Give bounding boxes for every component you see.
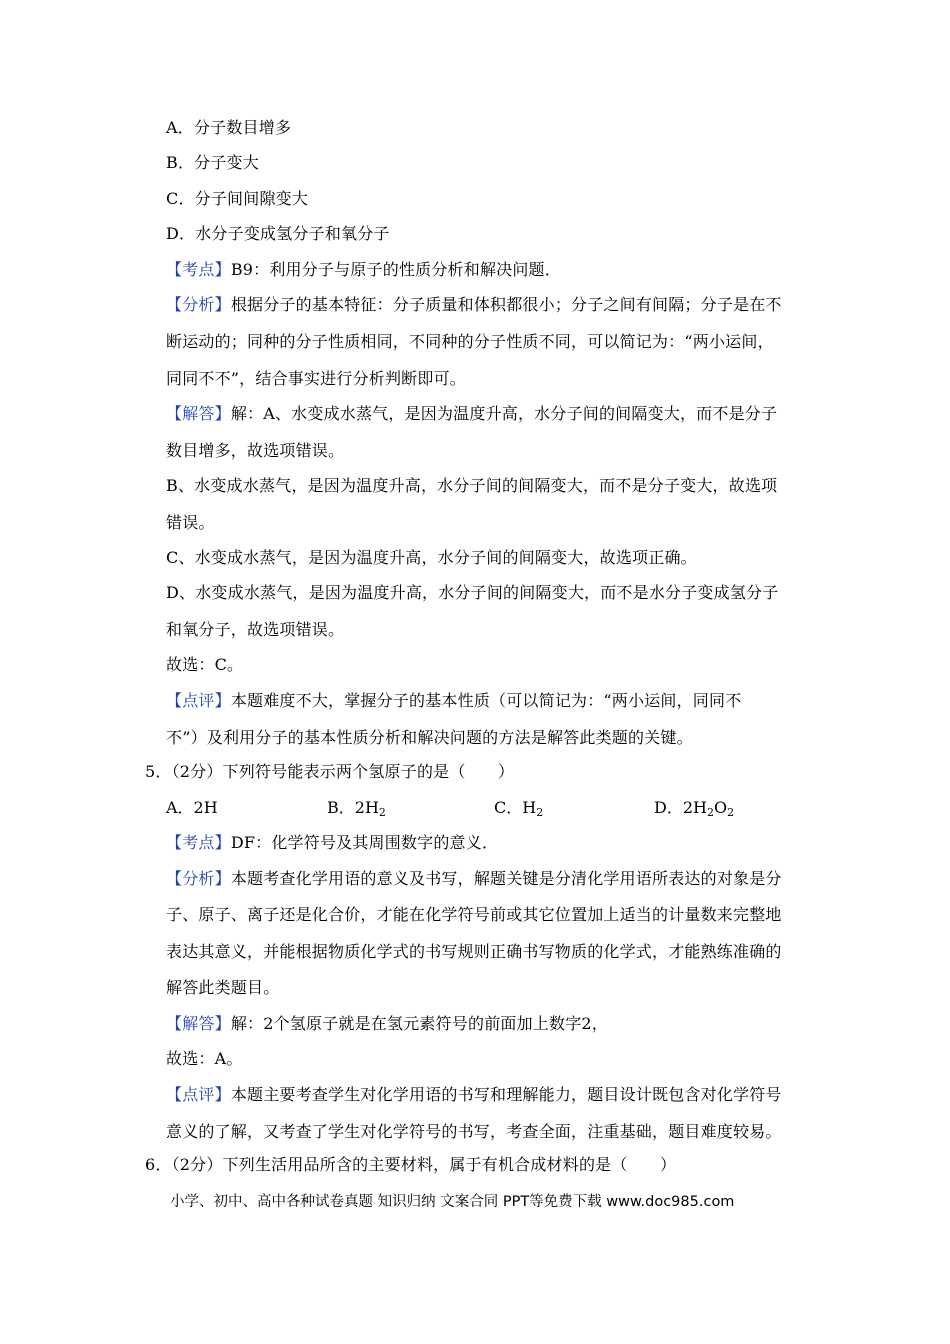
dianping-text: 本题难度不大，掌握分子的基本性质（可以简记为：“两小运间，同同不 [230, 691, 742, 710]
footer-watermark: 小学、初中、高中各种试卷真题 知识归纳 文案合同 PPT等免费下载 www.doc985.com [170, 1194, 735, 1210]
q5-fenxi-line: 解答此类题目。 [166, 978, 280, 997]
q4-option-c: C．分子间间隙变大 [166, 189, 309, 208]
q4-jieda-line: C、水变成水蒸气，是因为温度升高，水分子间的间隔变大，故选项正确。 [166, 548, 697, 567]
q5-jieda-line: 故选：A。 [166, 1049, 243, 1068]
kaodian-text: B9：利用分子与原子的性质分析和解决问题． [230, 260, 561, 279]
q4-option-d: D．水分子变成氢分子和氧分子 [166, 224, 390, 243]
q4-dianping [166, 690, 741, 712]
q4-fenxi-line: 同同不不”，结合事实进行分析判断即可。 [166, 369, 466, 388]
q5-fenxi-line: 表达其意义，并能根据物质化学式的书写规则正确书写物质的化学式，才能熟练准确的 [166, 942, 782, 961]
q4-option-a: A．分子数目增多 [166, 118, 292, 137]
q4-jieda-line: 和氧分子，故选项错误。 [166, 620, 345, 639]
q4-jieda-line: D、水变成水蒸气，是因为温度升高，水分子间的间隔变大，而不是水分子变成氢分子 [166, 583, 779, 602]
q5-fenxi [166, 868, 782, 890]
q5-option-a: A．2H [166, 798, 218, 817]
fenxi-text: 根据分子的基本特征：分子质量和体积都很小；分子之间有间隔；分子是在不 [230, 295, 782, 314]
q4-jieda-line: B、水变成水蒸气，是因为温度升高，水分子间的间隔变大，而不是分子变大，故选项 [166, 476, 778, 495]
q4-fenxi-line: 断运动的；同种的分子性质相同，不同种的分子性质不同，可以简记为：“两小运间， [166, 332, 774, 351]
jieda-text: 解：A、水变成水蒸气，是因为温度升高，水分子间的间隔变大，而不是分子 [230, 404, 778, 423]
fenxi-tag: 【分析】 [166, 869, 231, 888]
q5-kaodian [166, 832, 498, 854]
kaodian-tag: 【考点】 [166, 260, 231, 279]
q4-dianping-line: 不”）及利用分子的基本性质分析和解决问题的方法是解答此类题的关键。 [166, 728, 693, 747]
kaodian-tag: 【考点】 [166, 833, 231, 852]
q4-kaodian [166, 259, 561, 281]
q6-stem: 6．（2分）下列生活用品所含的主要材料，属于有机合成材料的是（ ） [145, 1155, 677, 1174]
q4-jieda-line: 数目增多，故选项错误。 [166, 441, 345, 460]
q4-option-b: B．分子变大 [166, 153, 259, 172]
dianping-text: 本题主要考查学生对化学用语的书写和理解能力，题目设计既包含对化学符号 [230, 1085, 782, 1104]
q4-jieda [166, 403, 777, 425]
fenxi-text: 本题考查化学用语的意义及书写，解题关键是分清化学用语所表达的对象是分 [230, 869, 782, 888]
q5-stem: 5．（2分）下列符号能表示两个氢原子的是（ ） [145, 762, 515, 781]
q4-jieda-line: 故选：C。 [166, 655, 244, 674]
q5-fenxi-line: 子、原子、离子还是化合价，才能在化学符号前或其它位置加上适当的计量数来完整地 [166, 905, 782, 924]
dianping-tag: 【点评】 [166, 691, 231, 710]
q5-dianping [166, 1084, 782, 1106]
q5-dianping-line: 意义的了解，又考查了学生对化学符号的书写，考查全面，注重基础，题目难度较易。 [166, 1122, 782, 1141]
q4-jieda-line: 错误。 [166, 513, 215, 532]
jieda-tag: 【解答】 [166, 1014, 231, 1033]
jieda-text: 解：2个氢原子就是在氢元素符号的前面加上数字2， [230, 1014, 608, 1033]
q4-fenxi [166, 294, 782, 316]
fenxi-tag: 【分析】 [166, 295, 231, 314]
jieda-tag: 【解答】 [166, 404, 231, 423]
q5-option-b: B．$2H_2$ [327, 798, 386, 819]
q5-option-c: C．$H_2$ [494, 798, 544, 819]
q5-jieda [166, 1013, 608, 1035]
q5-option-d: D．$2H_2O_2$ [654, 798, 735, 819]
dianping-tag: 【点评】 [166, 1085, 231, 1104]
kaodian-text: DF：化学符号及其周围数字的意义． [230, 833, 499, 852]
